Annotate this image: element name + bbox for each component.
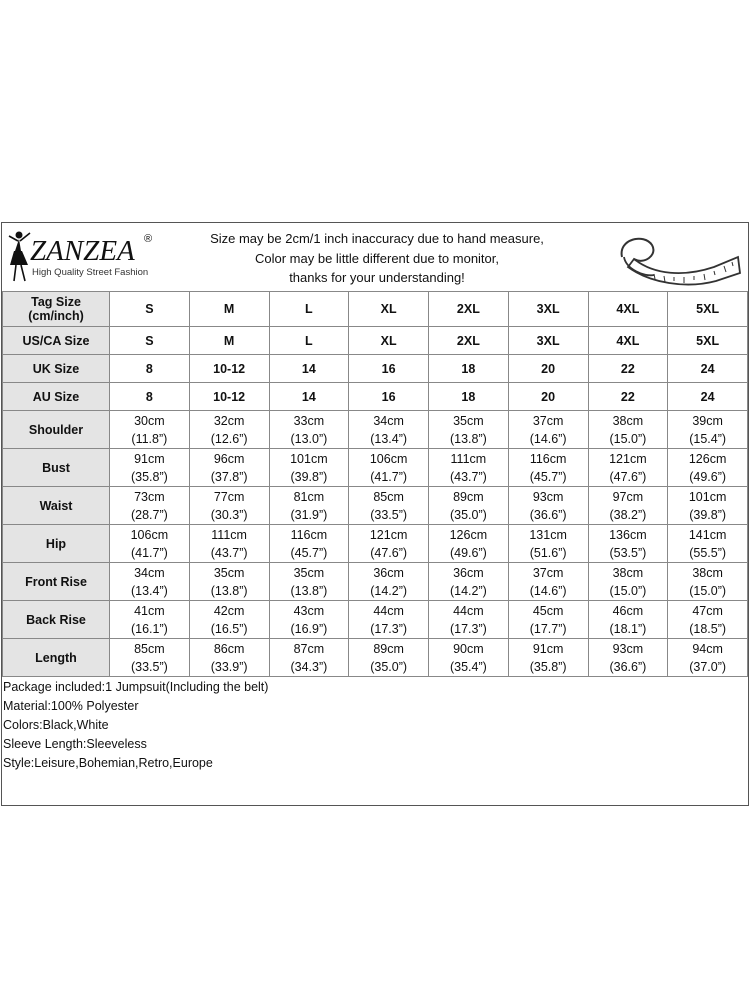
size-row [3,292,748,327]
size-cell: 4XL [588,327,668,355]
measurement-cell [508,449,588,487]
measurement-cell [588,411,668,449]
measurement-cell [429,601,509,639]
size-cell: 14 [269,355,349,383]
measuring-tape-icon [614,227,744,287]
inch-value: (13.8”) [210,583,248,598]
row-label: Back Rise [3,601,110,639]
measurement-cell [668,563,748,601]
inch-value: (36.6”) [609,659,647,674]
measurement-cell [668,487,748,525]
measurement-cell [189,601,269,639]
cm-value: 87cm [293,641,325,656]
chart-header [2,223,748,292]
cm-value: 106cm [369,451,408,466]
measurement-cell [668,601,748,639]
inch-value: (15.0”) [609,583,647,598]
cm-value: 93cm [612,641,644,656]
measurement-notice [187,229,567,288]
row-label: Length [3,639,110,677]
measurement-cell [508,411,588,449]
measurement-row [3,449,748,487]
size-row [3,355,748,383]
cm-value: 35cm [453,413,484,428]
inch-value: (13.4”) [370,431,408,446]
measurement-cell [429,563,509,601]
measurement-cell [588,563,668,601]
inch-value: (36.6”) [529,507,567,522]
cm-value: 91cm [532,641,564,656]
row-label: US/CA Size [3,327,110,355]
size-cell: 8 [110,383,190,411]
inch-value: (31.9”) [290,507,328,522]
measurement-cell [349,449,429,487]
measurement-cell [110,525,190,563]
inch-value: (35.8”) [130,469,168,484]
cm-value: 91cm [134,451,165,466]
size-cell: S [110,292,190,327]
inch-value: (37.0”) [689,659,727,674]
cm-value: 85cm [373,489,404,504]
notice-line: thanks for your understanding! [289,270,465,285]
measurement-cell [588,639,668,677]
cm-value: 41cm [134,603,165,618]
measurement-cell [349,487,429,525]
size-cell: 8 [110,355,190,383]
size-cell: M [189,292,269,327]
row-label: Hip [3,525,110,563]
cm-value: 90cm [453,641,484,656]
measurement-cell [269,449,349,487]
cm-value: 37cm [532,565,564,580]
measurement-cell [588,487,668,525]
inch-value: (15.4”) [689,431,727,446]
cm-value: 46cm [612,603,644,618]
inch-value: (35.0”) [449,507,487,522]
size-row [3,383,748,411]
size-cell: 24 [668,383,748,411]
inch-value: (17.3”) [370,621,408,636]
measurement-cell [110,639,190,677]
measurement-cell [189,525,269,563]
measurement-cell [508,563,588,601]
inch-value: (13.0”) [290,431,328,446]
cm-value: 136cm [609,527,647,542]
inch-value: (47.6”) [609,469,647,484]
cm-value: 30cm [134,413,165,428]
measurement-cell [668,411,748,449]
cm-value: 37cm [532,413,564,428]
measurement-cell [349,601,429,639]
cm-value: 45cm [532,603,564,618]
cm-value: 43cm [293,603,325,618]
measurement-cell [508,525,588,563]
measurement-cell [588,449,668,487]
measurement-cell [429,411,509,449]
row-label: Bust [3,449,110,487]
size-cell: 2XL [429,292,509,327]
measurement-cell [429,525,509,563]
cm-value: 97cm [612,489,644,504]
size-cell: 2XL [429,327,509,355]
measurement-cell [269,601,349,639]
detail-line: Material:100% Polyester [3,699,139,713]
inch-value: (33.9”) [210,659,248,674]
inch-value: (16.5”) [210,621,248,636]
cm-value: 33cm [293,413,325,428]
inch-value: (43.7”) [449,469,487,484]
inch-value: (14.6”) [529,431,567,446]
cm-value: 47cm [692,603,723,618]
inch-value: (33.5”) [130,659,168,674]
inch-value: (13.4”) [130,583,168,598]
measurement-cell [508,639,588,677]
measurement-cell [349,525,429,563]
inch-value: (41.7”) [130,545,168,560]
inch-value: (12.6”) [210,431,248,446]
row-label: AU Size [3,383,110,411]
cm-value: 93cm [532,489,564,504]
measurement-cell [668,449,748,487]
inch-value: (43.7”) [210,545,248,560]
cm-value: 131cm [529,527,567,542]
cm-value: 38cm [612,565,644,580]
inch-value: (45.7”) [290,545,328,560]
inch-value: (53.5”) [609,545,647,560]
inch-value: (14.2”) [370,583,408,598]
inch-value: (17.3”) [449,621,487,636]
size-cell: L [269,327,349,355]
inch-value: (49.6”) [449,545,487,560]
measurement-cell [189,639,269,677]
size-cell: 18 [429,383,509,411]
inch-value: (39.8”) [290,469,328,484]
measurement-row [3,563,748,601]
inch-value: (35.0”) [370,659,408,674]
measurement-row [3,525,748,563]
cm-value: 38cm [692,565,723,580]
cm-value: 101cm [688,489,727,504]
inch-value: (41.7”) [370,469,408,484]
measurement-cell [110,563,190,601]
row-label: Shoulder [3,411,110,449]
size-cell: 3XL [508,327,588,355]
detail-line: Sleeve Length:Sleeveless [3,737,147,751]
cm-value: 32cm [213,413,245,428]
inch-value: (16.9”) [290,621,328,636]
cm-value: 44cm [453,603,484,618]
cm-value: 35cm [293,565,325,580]
measurement-cell [189,411,269,449]
inch-value: (39.8”) [689,507,727,522]
measurement-row [3,487,748,525]
cm-value: 96cm [213,451,245,466]
cm-value: 42cm [213,603,245,618]
size-cell: 22 [588,383,668,411]
size-cell: 5XL [668,292,748,327]
measurement-cell [269,563,349,601]
size-cell: 10-12 [189,355,269,383]
row-label: Front Rise [3,563,110,601]
size-chart [1,222,749,806]
cm-value: 44cm [373,603,404,618]
cm-value: 34cm [134,565,165,580]
inch-value: (55.5”) [689,545,727,560]
row-label: Waist [3,487,110,525]
measurement-cell [668,639,748,677]
inch-value: (51.6”) [529,545,567,560]
detail-line: Colors:Black,White [3,718,109,732]
size-cell: 18 [429,355,509,383]
measurement-cell [110,487,190,525]
size-cell: 20 [508,355,588,383]
cm-value: 35cm [213,565,245,580]
size-table [2,291,748,677]
cm-value: 89cm [453,489,484,504]
inch-value: (18.5”) [689,621,727,636]
inch-value: (45.7”) [529,469,567,484]
notice-line: Color may be little different due to monitor, [255,250,499,266]
measurement-cell [189,449,269,487]
cm-value: 111cm [211,527,247,542]
measurement-cell [269,525,349,563]
notice-line: Size may be 2cm/1 inch inaccuracy due to hand measure, [210,231,544,246]
inch-value: (30.3”) [210,507,248,522]
inch-value: (35.8”) [529,659,567,674]
inch-value: (33.5”) [370,507,408,522]
cm-value: 121cm [369,527,408,542]
cm-value: 73cm [134,489,165,504]
inch-value: (14.6”) [529,583,567,598]
inch-value: (11.8”) [131,431,168,446]
registered-mark: ® [144,233,153,245]
inch-value: (13.8”) [290,583,328,598]
detail-line: Style:Leisure,Bohemian,Retro,Europe [3,756,213,770]
cm-value: 121cm [609,451,647,466]
measurement-row [3,601,748,639]
size-cell: 20 [508,383,588,411]
measurement-cell [349,411,429,449]
cm-value: 39cm [692,413,723,428]
cm-value: 101cm [290,451,328,466]
inch-value: (37.8”) [210,469,248,484]
measurement-cell [508,601,588,639]
size-cell: 16 [349,383,429,411]
size-cell: 14 [269,383,349,411]
measurement-cell [189,487,269,525]
measurement-row [3,411,748,449]
size-cell: L [269,292,349,327]
cm-value: 94cm [692,641,723,656]
size-row [3,327,748,355]
size-cell: XL [349,327,429,355]
size-cell: M [189,327,269,355]
cm-value: 86cm [213,641,245,656]
measurement-cell [269,487,349,525]
size-cell: S [110,327,190,355]
cm-value: 34cm [373,413,404,428]
inch-value: (49.6”) [689,469,727,484]
size-cell: 10-12 [189,383,269,411]
measurement-cell [508,487,588,525]
size-cell: 3XL [508,292,588,327]
measurement-cell [189,563,269,601]
cm-value: 89cm [373,641,404,656]
measurement-cell [349,639,429,677]
row-label: UK Size [3,355,110,383]
measurement-cell [588,525,668,563]
cm-value: 36cm [373,565,404,580]
measurement-cell [668,525,748,563]
size-cell: 16 [349,355,429,383]
measurement-cell [110,449,190,487]
inch-value: (13.8”) [449,431,487,446]
brand-logo [6,229,166,285]
size-cell: 22 [588,355,668,383]
inch-value: (35.4”) [449,659,487,674]
cm-value: 116cm [529,451,567,466]
size-cell: 24 [668,355,748,383]
brand-tagline: High Quality Street Fashion [32,267,149,278]
inch-value: (15.0”) [609,431,647,446]
inch-value: (15.0”) [689,583,727,598]
inch-value: (47.6”) [370,545,408,560]
inch-value: (38.2”) [609,507,647,522]
measurement-cell [110,601,190,639]
inch-value: (34.3”) [290,659,328,674]
cm-value: 77cm [213,489,245,504]
measurement-cell [269,639,349,677]
cm-value: 38cm [612,413,644,428]
inch-value: (14.2”) [449,583,487,598]
measurement-cell [269,411,349,449]
cm-value: 141cm [688,527,727,542]
measurement-cell [429,487,509,525]
size-cell: 5XL [668,327,748,355]
measurement-cell [429,449,509,487]
inch-value: (18.1”) [609,621,647,636]
cm-value: 106cm [130,527,169,542]
cm-value: 111cm [450,451,487,466]
cm-value: 116cm [290,527,328,542]
cm-value: 126cm [449,527,488,542]
cm-value: 81cm [293,489,325,504]
product-details [3,678,268,773]
row-label: Tag Size (cm/inch) [3,292,110,327]
size-cell: XL [349,292,429,327]
inch-value: (17.7”) [529,621,567,636]
cm-value: 36cm [453,565,484,580]
inch-value: (28.7”) [130,507,168,522]
measurement-cell [110,411,190,449]
inch-value: (16.1”) [130,621,168,636]
brand-name: ZANZEA [30,235,135,267]
cm-value: 126cm [688,451,727,466]
measurement-cell [429,639,509,677]
measurement-row [3,639,748,677]
detail-line: Package included:1 Jumpsuit(Including the belt) [3,680,269,694]
measurement-cell [588,601,668,639]
cm-value: 85cm [134,641,165,656]
size-cell: 4XL [588,292,668,327]
measurement-cell [349,563,429,601]
